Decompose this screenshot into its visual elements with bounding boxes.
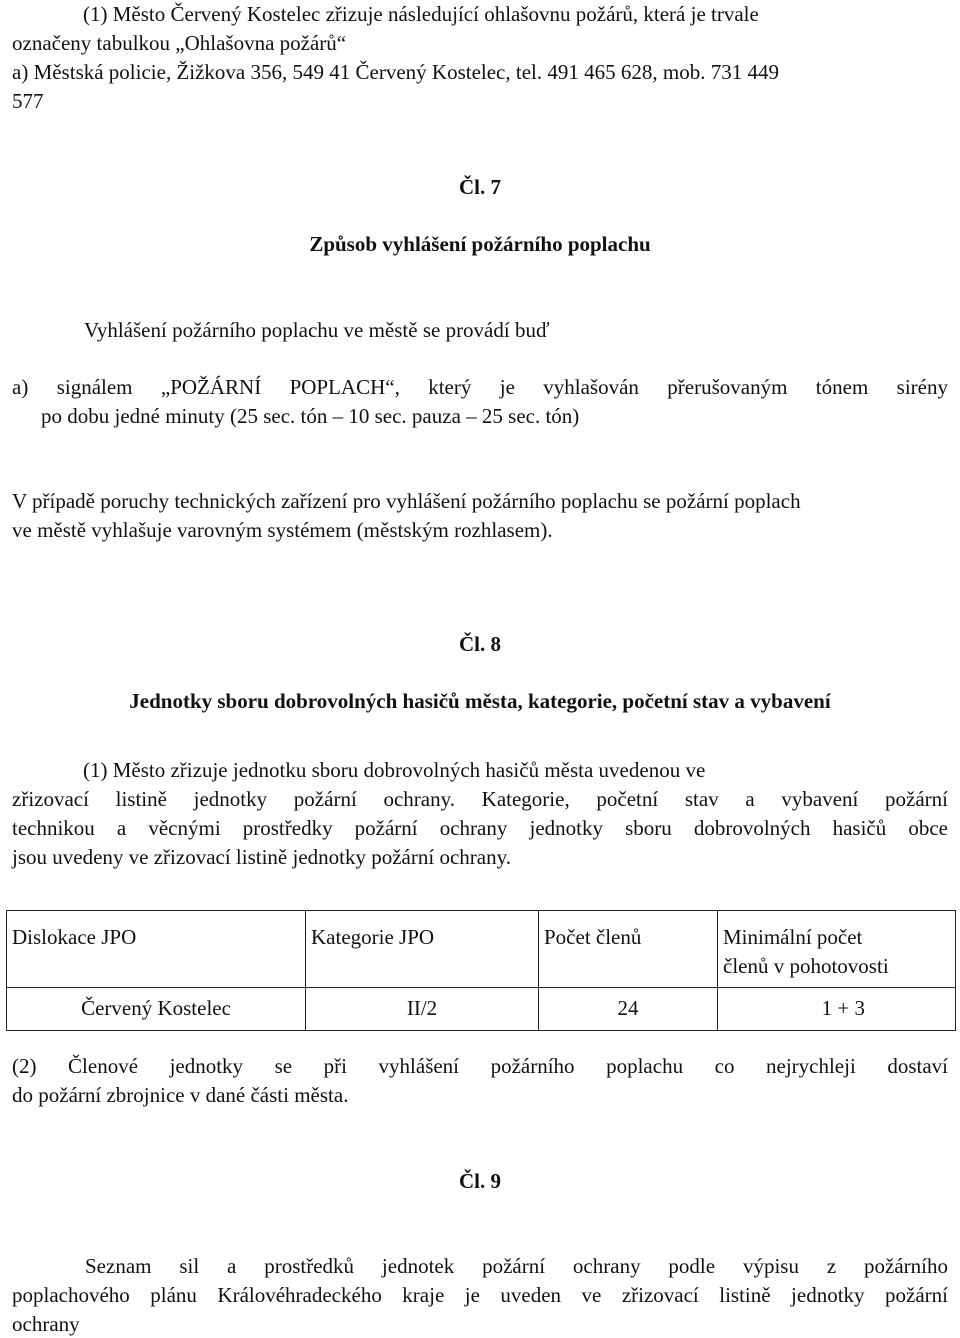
paragraph-line: označeny tabulkou „Ohlašovna požárů“ [12, 31, 347, 55]
paragraph-line: do požární zbrojnice v dané části města. [12, 1083, 349, 1107]
table-header-cell: Dislokace JPO [7, 911, 306, 988]
article-heading: Čl. 7 [459, 175, 501, 199]
paragraph-line: technikou a věcnými prostředky požární ochrany jednotky sboru dobrovolných hasičů obce [12, 816, 948, 840]
paragraph-line: poplachového plánu Královéhradeckého kraje je uveden ve zřizovací listině jednotky požární [12, 1283, 948, 1307]
article-title: Způsob vyhlášení požárního poplachu [309, 232, 651, 256]
table-header-cell: Minimální počet členů v pohotovosti [718, 911, 956, 988]
paragraph-line: ve městě vyhlašuje varovným systémem (městským rozhlasem). [12, 518, 553, 542]
table-cell: 24 [539, 988, 718, 1031]
table-row [7, 988, 956, 1031]
paragraph-line: Vyhlášení požárního poplachu ve městě se provádí buď [84, 318, 550, 342]
paragraph-line: (2) Členové jednotky se při vyhlášení požárního poplachu co nejrychleji dostaví [12, 1054, 948, 1078]
paragraph-line: a) Městská policie, Žižkova 356, 549 41 Červený Kostelec, tel. 491 465 628, mob. 731 449 [12, 60, 779, 84]
paragraph-line: Seznam sil a prostředků jednotek požární ochrany podle výpisu z požárního [85, 1254, 948, 1278]
paragraph-line: V případě poruchy technických zařízení pro vyhlášení požárního poplachu se požární poplach [12, 489, 801, 513]
paragraph-line: (1) Město Červený Kostelec zřizuje následující ohlašovnu požárů, která je trvale [83, 2, 759, 26]
table-header-cell: Kategorie JPO [306, 911, 539, 988]
paragraph-line: jsou uvedeny ve zřizovací listině jednotky požární ochrany. [12, 845, 511, 869]
table-header-cell: Počet členů [539, 911, 718, 988]
table-cell: II/2 [306, 988, 539, 1031]
paragraph-line: ochrany [12, 1312, 80, 1336]
jpo-table [6, 910, 956, 1031]
paragraph-line: (1) Město zřizuje jednotku sboru dobrovolných hasičů města uvedenou ve [83, 758, 706, 782]
list-item-line: po dobu jedné minuty (25 sec. tón – 10 sec. pauza – 25 sec. tón) [41, 404, 580, 428]
table-cell: Červený Kostelec [7, 988, 306, 1031]
table-cell: 1 + 3 [718, 988, 956, 1031]
article-title: Jednotky sboru dobrovolných hasičů města, kategorie, početní stav a vybavení [129, 689, 831, 713]
article-heading: Čl. 8 [459, 632, 501, 656]
list-item-line: a) signálem „POŽÁRNÍ POPLACH“, který je vyhlašován přerušovaným tónem sirény [12, 375, 948, 399]
paragraph-line: 577 [12, 89, 44, 113]
paragraph-line: zřizovací listině jednotky požární ochrany. Kategorie, početní stav a vybavení požární [12, 787, 948, 811]
article-heading: Čl. 9 [459, 1169, 501, 1193]
table-header-row [7, 911, 956, 988]
